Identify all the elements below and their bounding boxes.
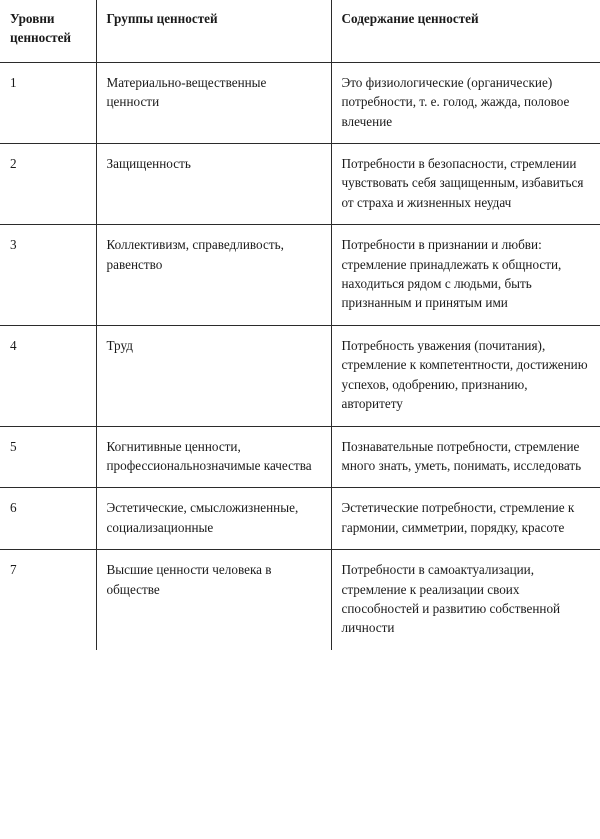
cell-group: Защищенность bbox=[96, 144, 331, 225]
cell-level: 5 bbox=[0, 426, 96, 488]
cell-group: Эстетические, смысложизненные, социализационные bbox=[96, 488, 331, 550]
cell-level: 3 bbox=[0, 225, 96, 326]
table-row bbox=[0, 550, 600, 650]
table-row bbox=[0, 488, 600, 550]
table-row bbox=[0, 225, 600, 326]
table-body bbox=[0, 62, 600, 649]
cell-group: Материально-вещественные ценности bbox=[96, 62, 331, 143]
cell-content: Потребность уважения (почитания), стремление к компетентности, достижению успехов, одобрению, признанию, авторитету bbox=[331, 325, 600, 426]
cell-group: Высшие ценности человека в обществе bbox=[96, 550, 331, 650]
cell-content: Это физиологические (органические) потребности, т. е. голод, жажда, половое влечение bbox=[331, 62, 600, 143]
column-header-content: Содержание ценностей bbox=[331, 0, 600, 62]
cell-level: 1 bbox=[0, 62, 96, 143]
column-header-level: Уровни ценностей bbox=[0, 0, 96, 62]
table-header-row bbox=[0, 0, 600, 62]
cell-level: 2 bbox=[0, 144, 96, 225]
cell-content: Потребности в самоактуализации, стремление к реализации своих способностей и развитию собственной личности bbox=[331, 550, 600, 650]
table-row bbox=[0, 426, 600, 488]
cell-level: 6 bbox=[0, 488, 96, 550]
table-row bbox=[0, 144, 600, 225]
column-header-group: Группы ценностей bbox=[96, 0, 331, 62]
table-row bbox=[0, 325, 600, 426]
cell-content: Потребности в признании и любви: стремление принадлежать к общности, находиться рядом с людьми, быть признанным и принятым ими bbox=[331, 225, 600, 326]
cell-level: 7 bbox=[10, 562, 17, 578]
table-header bbox=[0, 0, 600, 62]
cell-content: Эстетические потребности, стремление к гармонии, симметрии, порядку, красоте bbox=[331, 488, 600, 550]
cell-group: Когнитивные ценности, профессиональнозначимые качества bbox=[96, 426, 331, 488]
cell-level: 4 bbox=[0, 325, 96, 426]
cell-content: Познавательные потребности, стремление много знать, уметь, понимать, исследовать bbox=[331, 426, 600, 488]
table-row bbox=[0, 62, 600, 143]
cell-group: Коллективизм, справедливость, равенство bbox=[96, 225, 331, 326]
cell-content: Потребности в безопасности, стремлении чувствовать себя защищенным, избавиться от страха и жизненных неудач bbox=[331, 144, 600, 225]
cell-group: Труд bbox=[96, 325, 331, 426]
